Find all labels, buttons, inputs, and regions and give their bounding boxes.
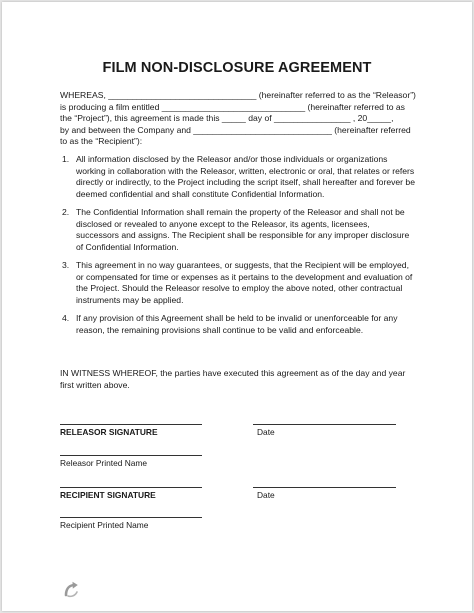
clause-line: or compensated for time or expenses as it pertains to the development and evaluation of — [76, 271, 413, 282]
witness-line: first written above. — [60, 379, 130, 390]
clause-line: deemed confidential and shall constitute Confidential Information. — [76, 188, 325, 199]
releasor-printed-name-label: Releasor Printed Name — [60, 458, 148, 468]
clause-line: working in collaboration with the Releasor, written, electronic or oral, that relates or refers — [76, 165, 415, 176]
recipient-signature-label: RECIPIENT SIGNATURE — [60, 490, 156, 500]
clause-line: The Confidential Information shall remain the property of the Releasor and shall not be — [76, 207, 405, 217]
intro-line: is producing a film entitled ______________________________ (hereinafter referred to as — [60, 101, 405, 112]
releasor-date-line[interactable] — [253, 424, 396, 425]
releasor-printed-name-line[interactable] — [60, 455, 202, 456]
document-title: FILM NON-DISCLOSURE AGREEMENT — [102, 60, 372, 76]
clause-line: This agreement in no way guarantees, or suggests, that the Recipient will be employed, — [76, 260, 409, 270]
clause-number: 3. — [62, 260, 70, 270]
clause-line: disclosed or revealed to anyone except to the Releasor, its agents, licensees, — [76, 218, 370, 229]
releasor-signature-line[interactable] — [60, 424, 202, 425]
clause-line: directly or indirectly, to the Project including the script itself, shall hereafter and forever be — [76, 177, 415, 187]
document-page — [2, 2, 472, 611]
intro-line: WHEREAS, _______________________________ (hereinafter referred to as the “Releasor”) — [60, 90, 416, 100]
clause-line: instruments may be applied. — [76, 294, 184, 305]
intro-line: to as the “Recipient”): — [60, 136, 143, 146]
recipient-date-line[interactable] — [253, 487, 396, 488]
clause-line: All information disclosed by the Releasor and/or those individuals or organizations — [76, 154, 388, 164]
recipient-printed-name-label: Recipient Printed Name — [60, 520, 149, 530]
recipient-date-label: Date — [257, 490, 275, 500]
recipient-signature-line[interactable] — [60, 487, 202, 488]
clause-line: If any provision of this Agreement shall be held to be invalid or unenforceable for any — [76, 313, 398, 323]
clause-line: the Project. Should the Releasor resolve to employ the above noted, other contractual — [76, 283, 403, 293]
clause-number: 1. — [62, 154, 70, 164]
clause-line: of Confidential Information. — [76, 241, 179, 252]
intro-line: the “Project”), this agreement is made this _____ day of ________________ , 20_____, — [60, 113, 394, 123]
witness-line: IN WITNESS WHEREOF, the parties have executed this agreement as of the day and year — [60, 368, 406, 378]
clause-number: 4. — [62, 313, 70, 323]
clause-line: reason, the remaining provisions shall continue to be valid and enforceable. — [76, 324, 364, 335]
intro-line: by and between the Company and _____________________________ (hereinafter referred — [60, 124, 411, 135]
releasor-date-label: Date — [257, 427, 275, 437]
curved-arrow-logo-icon — [62, 580, 82, 600]
clause-line: successors and assigns. The Recipient shall be responsible for any improper disclosure — [76, 230, 410, 240]
clause-number: 2. — [62, 207, 70, 217]
releasor-signature-label: RELEASOR SIGNATURE — [60, 427, 158, 437]
recipient-printed-name-line[interactable] — [60, 517, 202, 518]
